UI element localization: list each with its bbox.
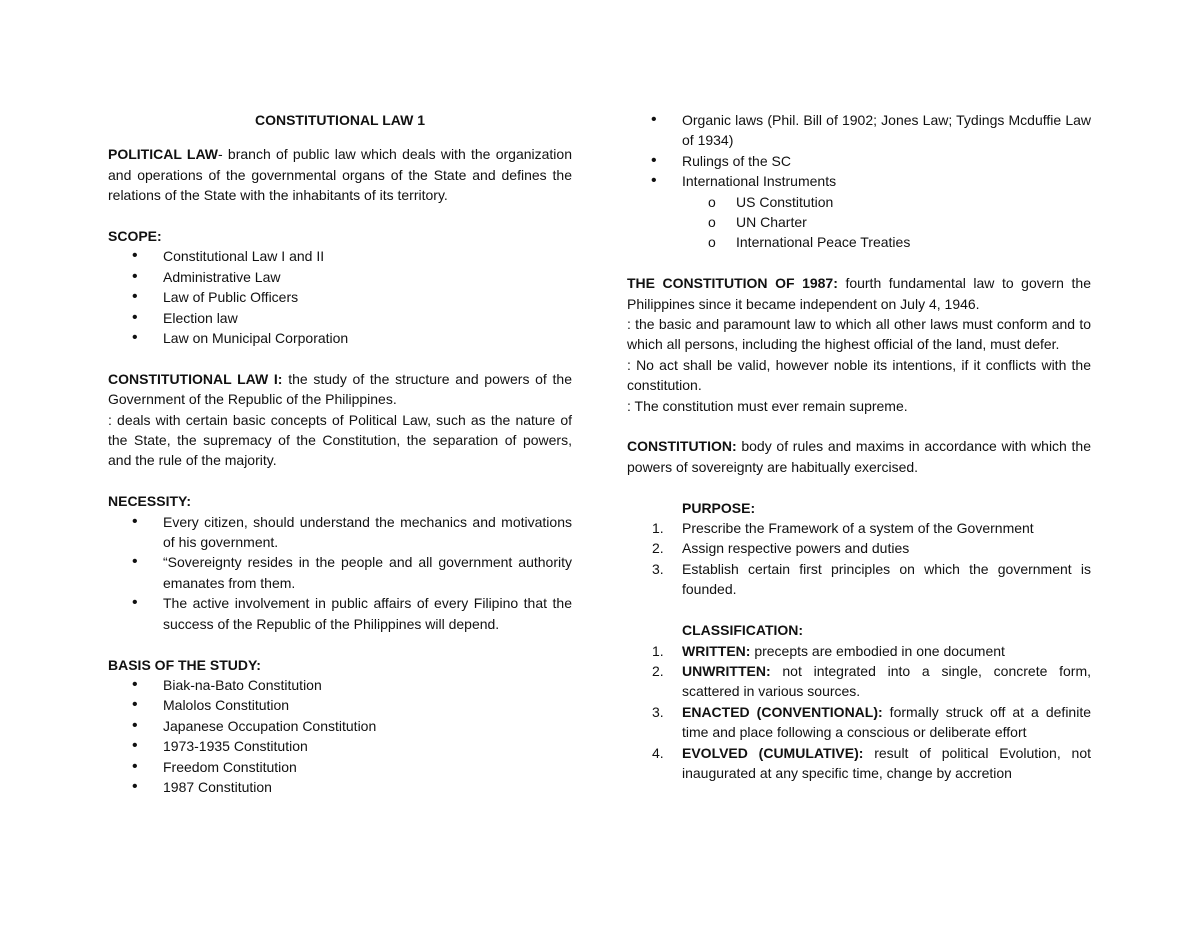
- list-text: not integrated into a single, concrete form, scattered in various sources.: [682, 662, 1091, 700]
- list-item: [627, 538, 1091, 558]
- list-item: o International Peace Treaties: [627, 232, 1091, 252]
- constitution-1987-definition: fourth fundamental law to govern the Philippines since it became independent on July 4, 1946.: [627, 275, 1091, 312]
- list-item: [627, 559, 1091, 600]
- con-law-1-extra: : deals with certain basic concepts of Political Law, such as the nature of the State, the supremacy of the Constitution, the separation of powers, and the rule of the majority.: [108, 411, 572, 469]
- list-text: result of political Evolution, not inaugurated at any specific time, change by accretion: [682, 744, 1091, 781]
- purpose-heading: PURPOSE:: [682, 499, 756, 516]
- list-item: • Election law: [108, 308, 572, 328]
- list-number: 2.: [652, 540, 664, 557]
- list-text: formally struck off at a definite time and place following a conscious or deliberate effort: [682, 703, 1091, 741]
- list-number: 1.: [652, 520, 664, 537]
- document-title: CONSTITUTIONAL LAW 1: [254, 112, 426, 128]
- constitution-paragraph: [627, 436, 1091, 477]
- list-item: • Constitutional Law I and II: [108, 246, 572, 266]
- list-number: 4.: [652, 744, 664, 761]
- list-term: EVOLVED (CUMULATIVE):: [682, 744, 864, 761]
- list-item: • Law of Public Officers: [108, 287, 572, 307]
- left-column: [108, 110, 572, 797]
- list-item: • 1987 Constitution: [108, 777, 572, 797]
- list-item: • “Sovereignty resides in the people and all government authority emanates from them.: [108, 552, 572, 593]
- list-number: 3.: [652, 703, 664, 720]
- necessity-list: [108, 512, 572, 634]
- basis-list: [108, 675, 572, 797]
- list-item: • Administrative Law: [108, 267, 572, 287]
- list-text: precepts are embodied in one document: [750, 642, 1005, 659]
- list-item: [627, 641, 1091, 661]
- list-item: • Japanese Occupation Constitution: [108, 716, 572, 736]
- list-text: Assign respective powers and duties: [682, 540, 910, 557]
- list-item: • Law on Municipal Corporation: [108, 328, 572, 348]
- list-term: WRITTEN:: [682, 642, 751, 659]
- list-item: • 1973-1935 Constitution: [108, 736, 572, 756]
- list-text: Establish certain first principles on which the government is founded.: [682, 560, 1091, 598]
- constitution-1987-term: THE CONSTITUTION OF 1987:: [627, 275, 838, 292]
- political-law-term: POLITICAL LAW: [108, 146, 218, 163]
- list-item: • Rulings of the SC: [627, 151, 1091, 171]
- constitution-1987-paragraph: [627, 273, 1091, 314]
- list-term: ENACTED (CONVENTIONAL):: [682, 703, 883, 720]
- list-item: • Malolos Constitution: [108, 695, 572, 715]
- list-item: • Organic laws (Phil. Bill of 1902; Jones Law; Tydings Mcduffie Law of 1934): [627, 110, 1091, 151]
- classification-heading: CLASSIFICATION:: [682, 622, 804, 639]
- political-law-definition: - branch of public law which deals with the organization and operations of the governmental organs of the State and defines the relations of the State with the inhabitants of its territory.: [108, 146, 572, 204]
- constitution-1987-note: : No act shall be valid, however noble its intentions, if it conflicts with the constitution.: [627, 356, 1091, 394]
- con-law-1-definition: the study of the structure and powers of the Government of the Republic of the Philippines.: [108, 370, 572, 408]
- scope-heading: SCOPE:: [108, 228, 162, 245]
- basis-heading: BASIS OF THE STUDY:: [108, 656, 261, 673]
- instruments-sublist: [627, 192, 1091, 253]
- list-item: [627, 702, 1091, 743]
- constitution-1987-note: : the basic and paramount law to which all other laws must conform and to which all persons, including the highest official of the land, must defer.: [627, 316, 1091, 353]
- list-item: • The active involvement in public affairs of every Filipino that the success of the Republic of the Philippines will depend.: [108, 593, 572, 634]
- scope-list: [108, 246, 572, 348]
- list-item: • Biak-na-Bato Constitution: [108, 675, 572, 695]
- necessity-heading: NECESSITY:: [108, 493, 191, 510]
- list-item: • Every citizen, should understand the mechanics and motivations of his government.: [108, 512, 572, 553]
- list-number: 3.: [652, 560, 664, 577]
- list-item: • Freedom Constitution: [108, 757, 572, 777]
- list-item: • International Instruments: [627, 171, 1091, 191]
- right-column: [627, 110, 1091, 783]
- con-law-1-term: CONSTITUTIONAL LAW I:: [108, 370, 283, 387]
- list-item: o UN Charter: [627, 212, 1091, 232]
- constitution-term: CONSTITUTION:: [627, 438, 737, 455]
- list-number: 2.: [652, 662, 664, 679]
- list-text: Prescribe the Framework of a system of the Government: [682, 520, 1034, 537]
- classification-list: [627, 641, 1091, 784]
- list-item: [627, 661, 1091, 702]
- basis-list-continued: [627, 110, 1091, 192]
- constitution-definition: body of rules and maxims in accordance with which the powers of sovereignty are habitually exercised.: [627, 438, 1091, 475]
- constitution-1987-note: : The constitution must ever remain supreme.: [627, 397, 908, 414]
- list-item: [627, 743, 1091, 784]
- list-item: o US Constitution: [627, 192, 1091, 212]
- purpose-list: [627, 518, 1091, 600]
- list-number: 1.: [652, 642, 664, 659]
- list-item: [627, 518, 1091, 538]
- list-term: UNWRITTEN:: [682, 662, 771, 679]
- political-law-paragraph: [108, 144, 572, 205]
- con-law-1-paragraph: [108, 369, 572, 410]
